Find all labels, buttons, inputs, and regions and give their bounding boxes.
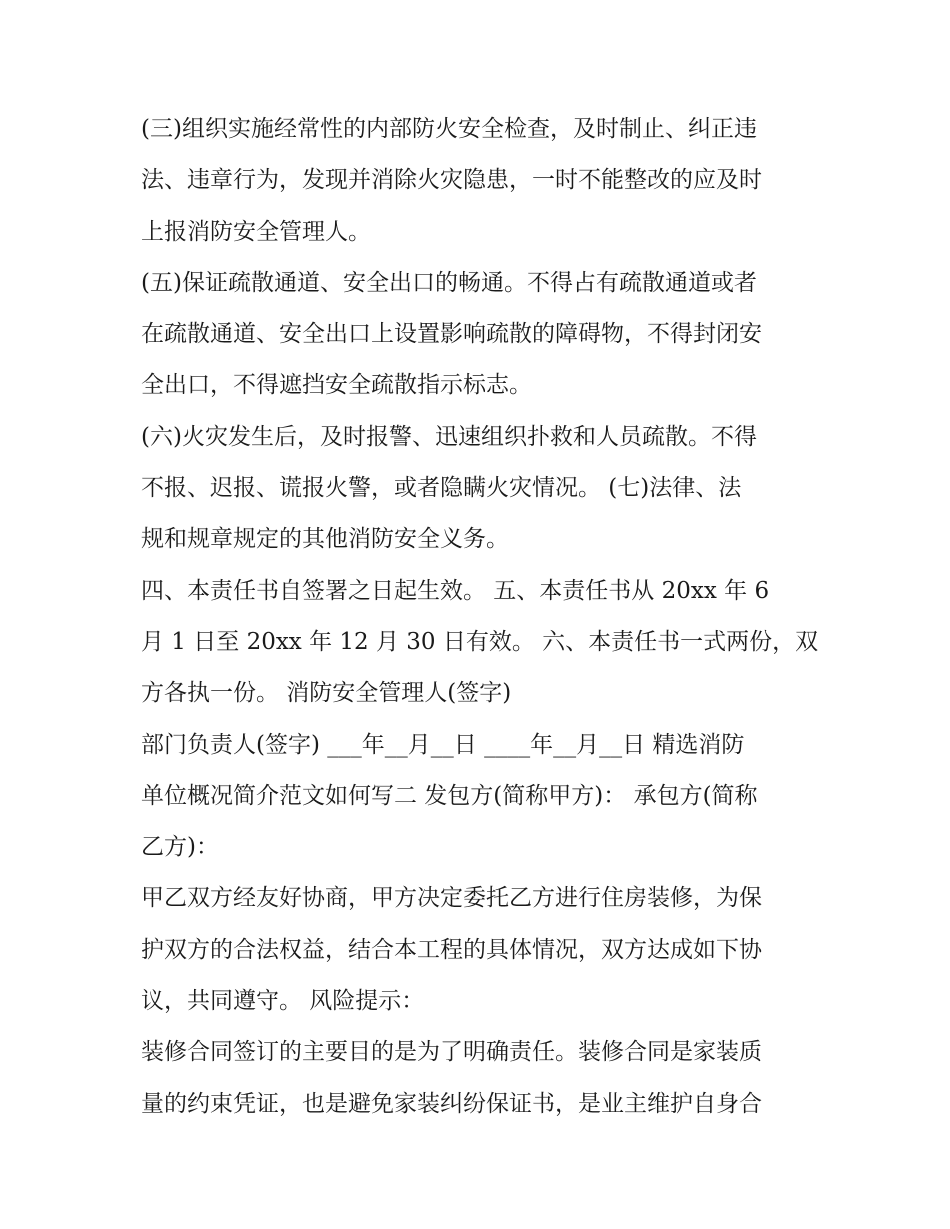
text-line: (五)保证疏散通道、安全出口的畅通。不得占有疏散通道或者 xyxy=(141,269,757,296)
text-line: 上报消防安全管理人。 xyxy=(141,218,371,245)
text-line: 方各执一份。 消防安全管理人(签字) xyxy=(141,680,512,707)
text-line: 不报、迟报、谎报火警，或者隐瞒火灾情况。 (七)法律、法 xyxy=(141,475,742,502)
text-line: 乙方)： xyxy=(141,834,219,861)
text-line: 规和规章规定的其他消防安全义务。 xyxy=(141,526,509,553)
text-line: 量的约束凭证，也是避免家装纠纷保证书，是业主维护自身合 xyxy=(141,1090,762,1117)
text-line: (六)火灾发生后，及时报警、迅速组织扑救和人员疏散。不得 xyxy=(141,423,757,450)
text-line: 在疏散通道、安全出口上设置影响疏散的障碍物，不得封闭安 xyxy=(141,321,762,348)
text-line: 装修合同签订的主要目的是为了明确责任。装修合同是家装质 xyxy=(141,1039,762,1066)
text-line: 护双方的合法权益，结合本工程的具体情况，双方达成如下协 xyxy=(141,936,762,963)
text-line: 月 1 日至 20xx 年 12 月 30 日有效。 六、本责任书一式两份，双 xyxy=(141,628,819,655)
text-line: 四、本责任书自签署之日起生效。 五、本责任书从 20xx 年 6 xyxy=(141,577,770,604)
text-line: 单位概况简介范文如何写二 发包方(简称甲方)： 承包方(简称 xyxy=(141,782,758,809)
text-line: 法、违章行为，发现并消除火灾隐患，一时不能整改的应及时 xyxy=(141,167,762,194)
document-body xyxy=(141,104,821,1130)
text-line: 部门负责人(签字) ___年__月__日 ____年__月__日 精选消防 xyxy=(141,731,745,758)
text-line: (三)组织实施经常性的内部防火安全检查，及时制止、纠正违 xyxy=(141,116,757,142)
text-line: 议，共同遵守。 风险提示： xyxy=(141,988,425,1015)
text-line: 甲乙双方经友好协商，甲方决定委托乙方进行住房装修，为保 xyxy=(141,885,762,912)
text-line: 全出口，不得遮挡安全疏散指示标志。 xyxy=(141,372,532,399)
